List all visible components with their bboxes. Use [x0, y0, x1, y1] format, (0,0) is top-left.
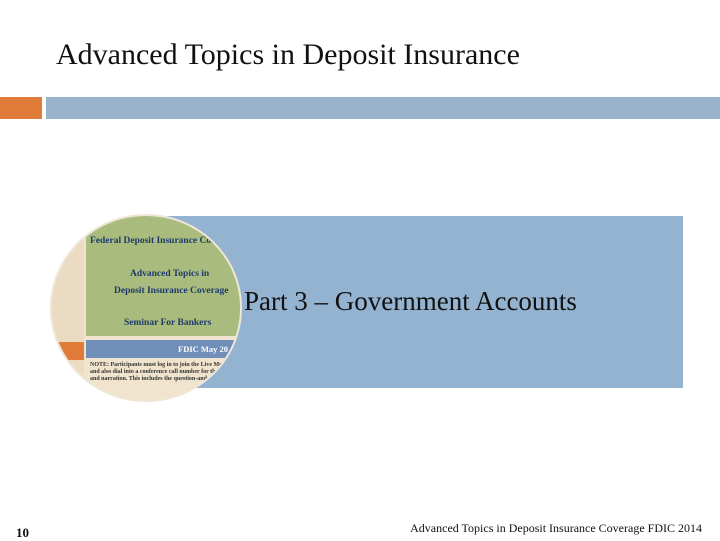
cover-orange-strip: [52, 342, 84, 360]
accent-orange-block: [0, 97, 42, 119]
section-heading: Part 3 – Government Accounts: [244, 286, 577, 316]
footer-text: Advanced Topics in Deposit Insurance Coverage FDIC 2014: [410, 521, 702, 535]
cover-line1: Federal Deposit Insurance Corpo: [90, 236, 226, 246]
cover-image-circle: [52, 216, 240, 400]
page-number: 10: [16, 525, 29, 540]
cover-line3: Deposit Insurance Coverage: [114, 286, 229, 296]
slide-title: Advanced Topics in Deposit Insurance: [56, 38, 520, 71]
cover-date: FDIC May 20: [178, 344, 229, 354]
cover-line2: Advanced Topics in: [130, 269, 210, 279]
cover-date-bar: [86, 340, 240, 358]
cover-panel: [86, 216, 240, 336]
cover-note: NOTE: Participants must log in to join the Live Meeting and also dial into a conference call number for the audio and narration. This includes the question-and-answer: [90, 362, 235, 382]
cover-line4: Seminar For Bankers: [124, 318, 212, 328]
accent-blue-bar: [46, 97, 720, 119]
cover-tan-strip: [52, 216, 84, 400]
